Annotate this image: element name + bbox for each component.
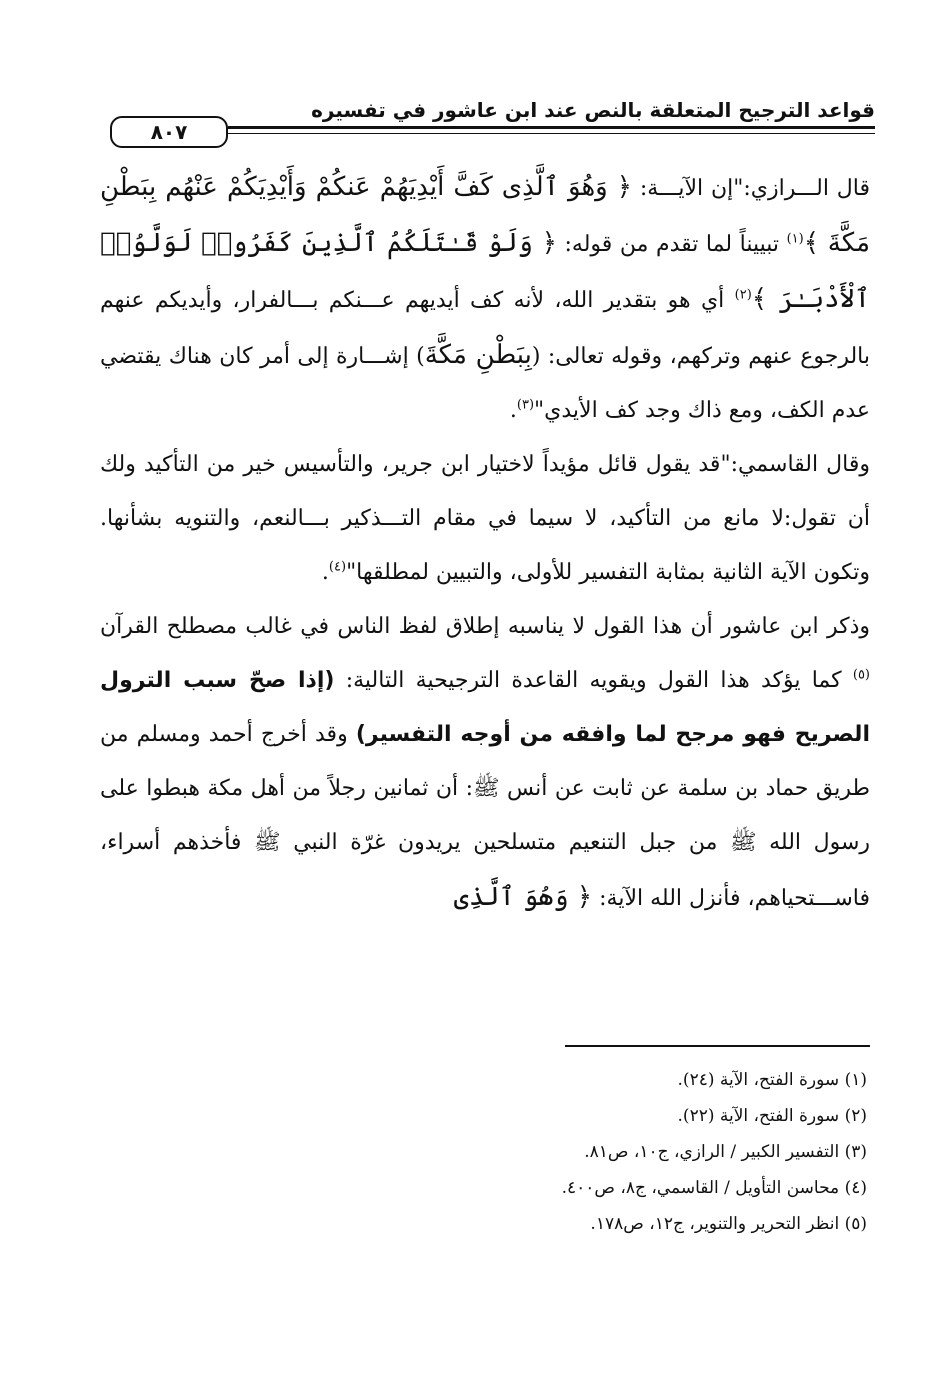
footnote-separator	[565, 1045, 870, 1047]
paragraph-ibn-ashur	[100, 600, 870, 926]
footnote-4: (٤) محاسن التأويل / القاسمي، ج٨، ص٤٠٠.	[561, 1178, 867, 1198]
footnote-marker: (٢)	[734, 287, 752, 303]
page-header	[110, 92, 875, 152]
footnote-marker: (١)	[786, 231, 804, 247]
text-run: تبييناً لما تقدم من قوله:	[556, 232, 787, 257]
footnote-1: (١) سورة الفتح، الآية (٢٤).	[677, 1070, 867, 1090]
text-run: كما يؤكد هذا القول ويقويه القاعدة الترجيحية التالية:	[334, 668, 853, 693]
text-run: قال الـــرازي:"إن الآيـــة:	[632, 176, 870, 201]
footnotes	[300, 1062, 867, 1242]
page-number: ٨٠٧	[110, 116, 228, 148]
footnote-marker: (٣)	[516, 397, 535, 413]
quran-verse: ﴿ وَهُوَ ٱلَّذِى كَفَّ أَيْدِيَهُمْ عَنكُمْ وَأَيْدِيَكُمْ عَنْهُم بِبَطْنِ مَكَّةَ ﴾	[100, 172, 870, 258]
quran-phrase: بِبَطْنِ مَكَّةَ	[424, 340, 532, 370]
text-run: وقال القاسمي:"قد يقول قائل مؤيداً لاختيار ابن جرير، والتأسيس خير من التأكيد ولك أن تقول:لا مانع من التأكيد، لا سيما في مقام التـــذكير بـــالنعم، والتنويه بشأنها. وتكون الآية الثانية بمثابة التفسير للأولى، والتبيين لمطلقها"	[100, 452, 870, 585]
text-run: أي هو بتقدير الله، لأنه كف أيديهم عـــنكم بـــالفرار، وأيديكم عنهم بالرجوع عنهم وتركهم، وقوله تعالى: (	[100, 288, 870, 369]
header-rule-thick	[228, 126, 875, 129]
text-run: .	[509, 398, 517, 423]
text-run: ) إشـــارة إلى أمر كان هناك يقتضي عدم الكف، ومع ذاك وجد كف الأيدي"	[100, 344, 870, 423]
footnote-5: (٥) انظر التحرير والتنوير، ج١٢، ص١٧٨.	[590, 1214, 867, 1234]
paragraph-razi	[100, 160, 870, 438]
text-run: .	[321, 560, 329, 585]
main-text	[100, 160, 870, 926]
footnote-marker: (٥)	[852, 667, 870, 683]
header-rule-thin	[228, 133, 875, 134]
quran-verse: ﴿ وَلَوْ قَـٰتَلَكُمُ ٱلَّذِينَ كَفَرُوا۟ لَوَلَّوُا۟ ٱلْأَدْبَـٰرَ ﴾	[100, 228, 870, 314]
quran-verse: ﴿ وَهُوَ ٱلَّذِى	[453, 882, 593, 912]
footnote-2: (٢) سورة الفتح، الآية (٢٢).	[677, 1106, 867, 1126]
footnote-3: (٣) التفسير الكبير / الرازي، ج١٠، ص٨١.	[584, 1142, 867, 1162]
footnote-marker: (٤)	[328, 559, 347, 575]
tarjih-rule: (إذا صحّ سبب الترول الصريح فهو مرجح لما وافقه من أوجه التفسير)	[100, 668, 870, 747]
running-header-title: قواعد الترجيح المتعلقة بالنص عند ابن عاشور في تفسيره	[311, 98, 875, 122]
text-run: وقد أخرج أحمد ومسلم من طريق حماد بن سلمة عن ثابت عن أنس ﷺ: أن ثمانين رجلاً من أهل مكة هبطوا على رسول الله ﷺ من جبل التنعيم متسلحين يريدون غرّة النبي ﷺ فأخذهم أسراء، فاســـتحياهم، فأنزل الله الآية:	[100, 722, 870, 911]
paragraph-qasimi	[100, 438, 870, 600]
text-run: وذكر ابن عاشور أن هذا القول لا يناسبه إطلاق لفظ الناس في غالب مصطلح القرآن	[100, 614, 870, 639]
